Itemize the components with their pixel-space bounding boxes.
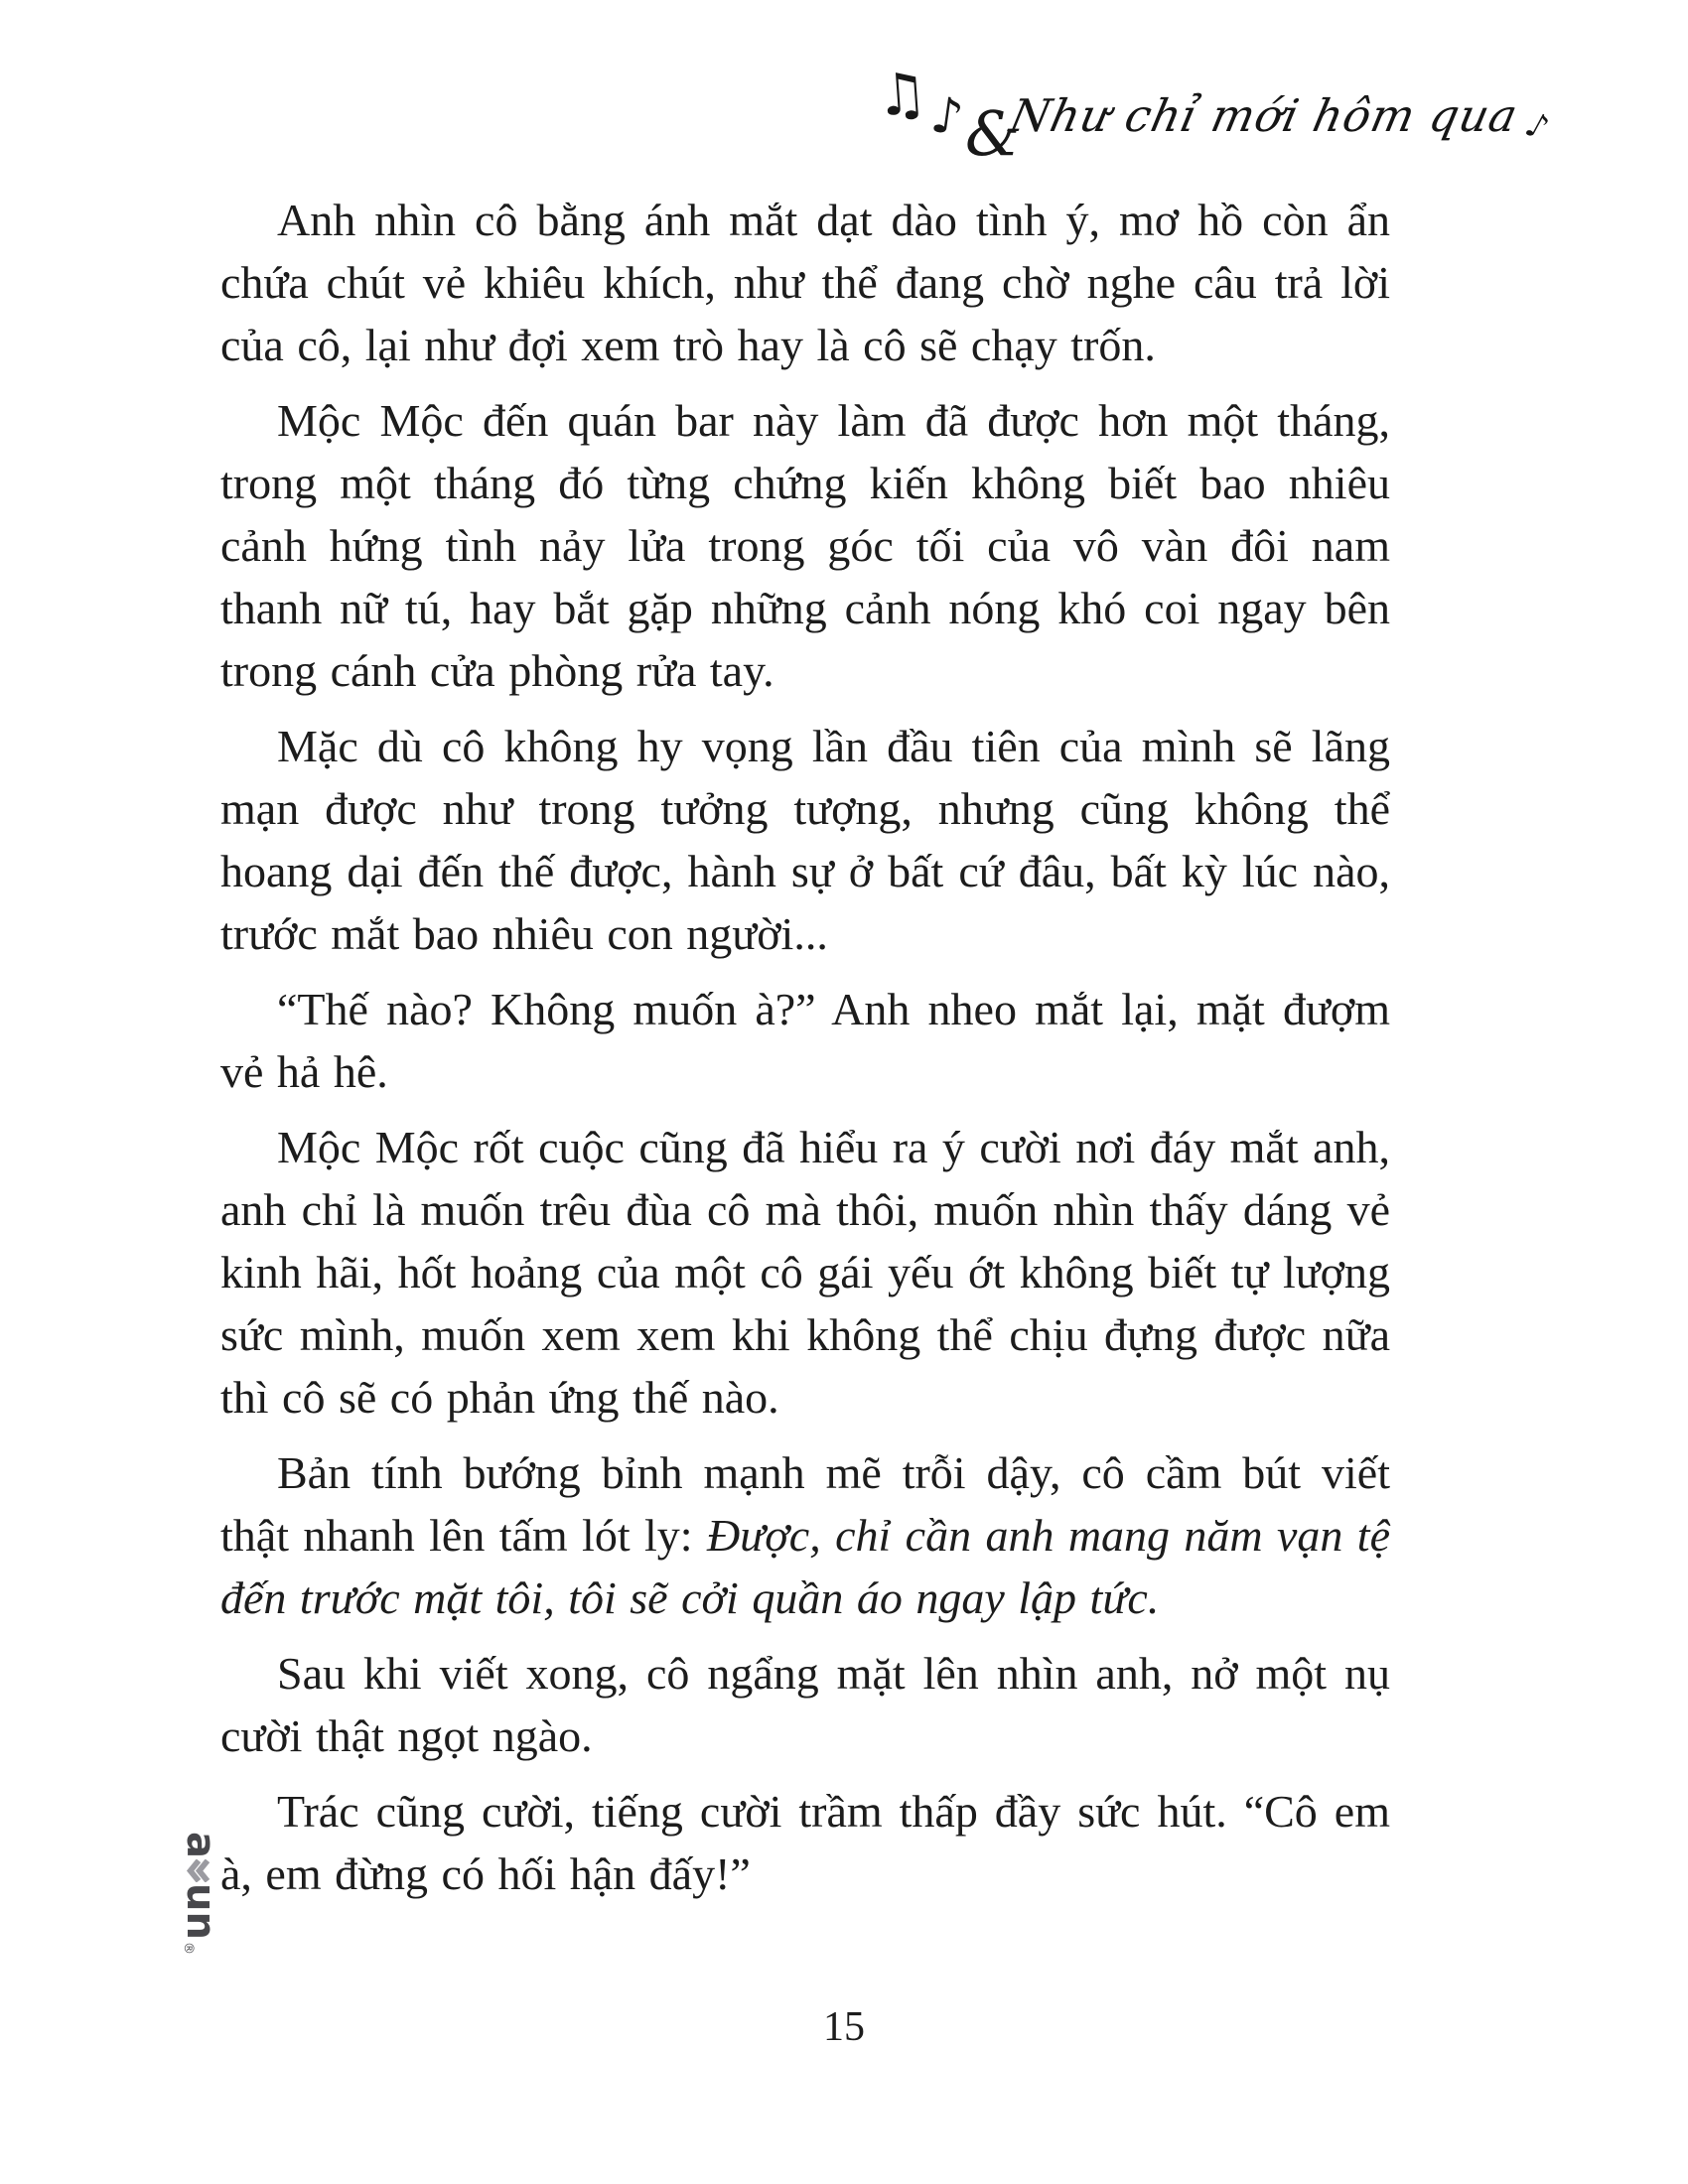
logo-chevron-icon [182, 1859, 215, 1882]
paragraph [220, 1642, 1390, 1767]
logo-letters-un: un [178, 1883, 223, 1940]
treble-clef-icon: & [965, 97, 1021, 170]
paragraph-text: Mặc dù cô không hy vọng lần đầu tiên của mình sẽ lãng mạn được như trong tưởng tượng, nhưng cũng không thể hoang dại đến thế được, hành sự ở bất cứ đâu, bất kỳ lúc nào, trước mắt bao nhiêu con người... [220, 721, 1390, 959]
paragraph-text: Anh nhìn cô bằng ánh mắt dạt dào tình ý, mơ hồ còn ẩn chứa chút vẻ khiêu khích, như thể đang chờ nghe câu trả lời của cô, lại như đợi xem trò hay là cô sẽ chạy trốn. [220, 195, 1390, 370]
registered-mark: ® [181, 1942, 196, 1955]
paragraph [220, 1780, 1390, 1905]
paragraph-text: Bản tính bướng bỉnh mạnh mẽ trỗi dậy, cô cầm bút viết thật nhanh lên tấm lót ly: [220, 1447, 1390, 1561]
paragraph-text: Trác cũng cười, tiếng cười trầm thấp đầy sức hút. “Cô em à, em đừng có hối hận đấy!” [220, 1786, 1390, 1899]
paragraph-text: Sau khi viết xong, cô ngẩng mặt lên nhìn anh, nở một nụ cười thật ngọt ngào. [220, 1648, 1390, 1761]
running-header [854, 59, 1557, 179]
paragraph [220, 1441, 1390, 1629]
paragraph-text: Mộc Mộc rốt cuộc cũng đã hiểu ra ý cười nơi đáy mắt anh, anh chỉ là muốn trêu đùa cô mà thôi, muốn nhìn thấy dáng vẻ kinh hãi, hốt hoảng của một cô gái yếu ớt không biết tự lượng sức mình, muốn xem xem khi không thể chịu đựng được nữa thì cô sẽ có phản ứng thế nào. [220, 1122, 1390, 1423]
publisher-logo [178, 1832, 223, 1955]
chapter-title [1005, 89, 1557, 148]
trailing-note-icon: ♪ [1518, 104, 1557, 148]
page-number: 15 [823, 2004, 865, 2050]
beamed-note-icon: ♫ [873, 59, 930, 130]
paragraph [220, 715, 1390, 965]
paragraph [220, 189, 1390, 376]
eighth-note-icon: ♪ [927, 85, 967, 147]
logo-letter-a: a [178, 1832, 223, 1858]
chapter-title-text: Như chỉ mới hôm qua [1005, 89, 1523, 142]
paragraph [220, 978, 1390, 1103]
paragraph-text: “Thế nào? Không muốn à?” Anh nheo mắt lại, mặt đượm vẻ hả hê. [220, 984, 1390, 1097]
handwritten-note-italic: Được, chỉ cần anh mang năm vạn tệ đến trước mặt tôi, tôi sẽ cởi quần áo ngay lập tức. [220, 1510, 1390, 1623]
paragraph [220, 1116, 1390, 1429]
body-text [220, 189, 1390, 1918]
paragraph [220, 389, 1390, 702]
paragraph-text: Mộc Mộc đến quán bar này làm đã được hơn một tháng, trong một tháng đó từng chứng kiến không biết bao nhiêu cảnh hứng tình nảy lửa trong góc tối của vô vàn đôi nam thanh nữ tú, hay bắt gặp những cảnh nóng khó coi ngay bên trong cánh cửa phòng rửa tay. [220, 395, 1390, 696]
